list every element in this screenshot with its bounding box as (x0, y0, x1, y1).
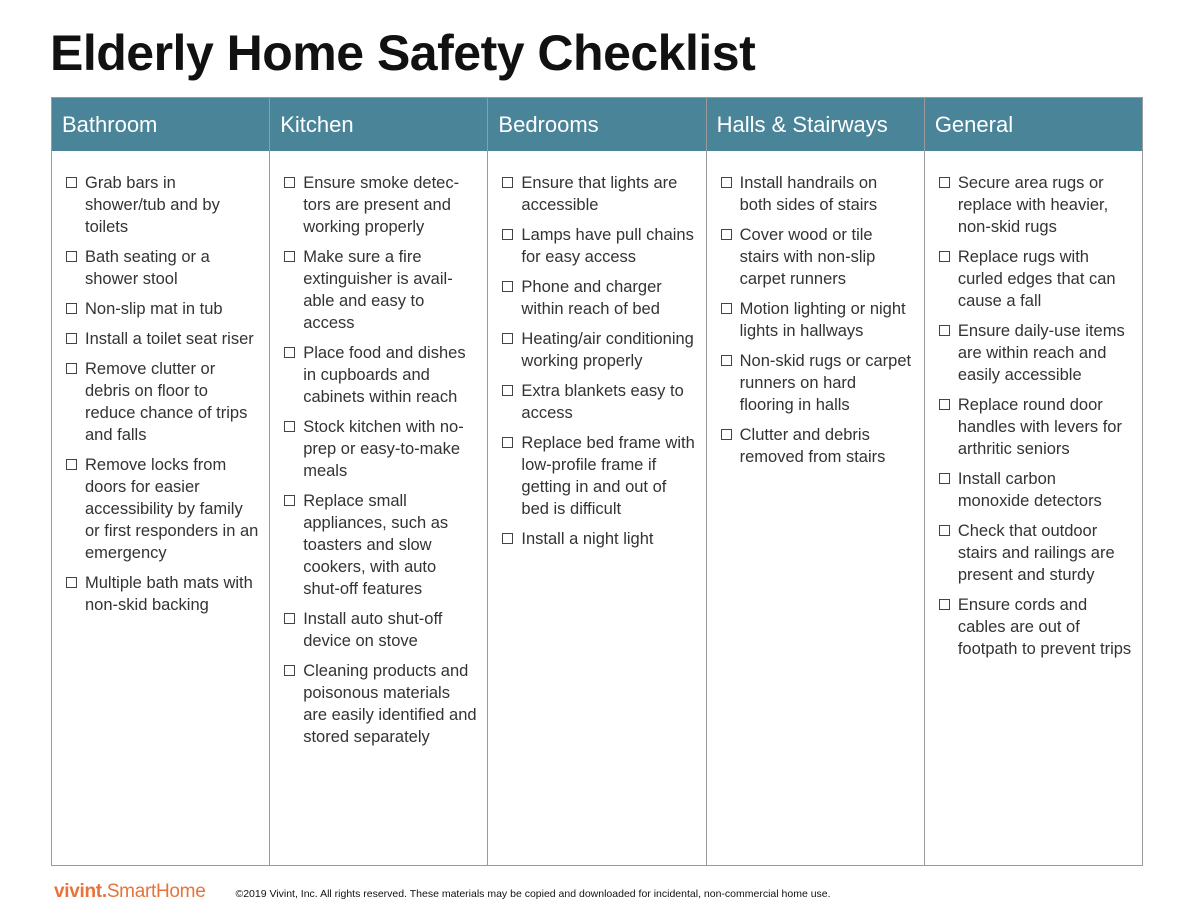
vivint-smarthome-logo (54, 881, 205, 903)
column-header: General (925, 98, 1142, 151)
checkbox-icon[interactable] (939, 325, 950, 336)
checklist-column (924, 98, 1142, 865)
checkbox-icon[interactable] (66, 459, 77, 470)
checkbox-icon[interactable] (721, 303, 732, 314)
checklist-item (66, 454, 259, 564)
checklist-item (66, 172, 259, 238)
checklist-item-label: Replace small appliances, such as toasters and slow cookers, with auto shut-off features (303, 492, 449, 598)
checklist-item (284, 490, 477, 600)
checkbox-icon[interactable] (284, 665, 295, 676)
footer (54, 881, 831, 903)
checklist-item-label: Stock kitchen with no-prep or easy-to-make meals (303, 418, 464, 480)
checkbox-icon[interactable] (66, 363, 77, 374)
checklist-item-label: Cover wood or tile stairs with non-slip carpet runners (739, 226, 876, 288)
checkbox-icon[interactable] (502, 333, 513, 344)
checklist-item (284, 172, 477, 238)
checklist-item (66, 298, 259, 320)
checkbox-icon[interactable] (721, 355, 732, 366)
checkbox-icon[interactable] (502, 437, 513, 448)
checklist-item-label: Cleaning products and poisonous materials are easily identified and stored separately (303, 662, 477, 746)
brand-secondary: SmartHome (106, 881, 206, 902)
copyright-notice: ©2019 Vivint, Inc. All rights reserved. These materials may be copied and downloaded for incidental, non-commercial home use. (235, 888, 831, 900)
checkbox-icon[interactable] (502, 281, 513, 292)
column-body (488, 151, 705, 865)
checklist-item (66, 328, 259, 350)
checklist-item-label: Check that outdoor stairs and railings are present and sturdy (957, 522, 1115, 584)
checklist-item-label: Non-skid rugs or carpet runners on hard flooring in halls (739, 352, 912, 414)
checkbox-icon[interactable] (66, 577, 77, 588)
checkbox-icon[interactable] (284, 251, 295, 262)
checklist-item-label: Place food and dishes in cupboards and cabinets within reach (303, 344, 466, 406)
checklist-item-label: Install a night light (521, 530, 654, 548)
column-header: Bedrooms (488, 98, 705, 151)
checklist-column (269, 98, 487, 865)
checklist-item-label: Extra blankets easy to access (521, 382, 684, 422)
checklist-item (939, 172, 1132, 238)
checklist-item-label: Replace bed frame with low-profile frame if getting in and out of bed is difficult (521, 434, 695, 518)
checklist-item-label: Install carbon monoxide detectors (957, 470, 1102, 510)
checklist-item (502, 432, 695, 520)
checklist-item (721, 224, 914, 290)
checklist-item (939, 320, 1132, 386)
checklist-item (502, 224, 695, 268)
checklist-item (502, 380, 695, 424)
checkbox-icon[interactable] (502, 177, 513, 188)
checkbox-icon[interactable] (939, 599, 950, 610)
checklist-item-label: Make sure a fire extinguisher is avail-able and easy to access (303, 248, 453, 332)
checkbox-icon[interactable] (939, 473, 950, 484)
checklist-item-label: Clutter and debris removed from stairs (739, 426, 886, 466)
checkbox-icon[interactable] (284, 177, 295, 188)
checkbox-icon[interactable] (66, 333, 77, 344)
checkbox-icon[interactable] (66, 177, 77, 188)
checklist-item-label: Ensure cords and cables are out of footpath to prevent trips (957, 596, 1132, 658)
checkbox-icon[interactable] (284, 613, 295, 624)
checkbox-icon[interactable] (502, 533, 513, 544)
checklist-item (284, 246, 477, 334)
checklist-item-label: Remove clutter or debris on floor to reduce chance of trips and falls (85, 360, 248, 444)
checklist-item-label: Replace rugs with curled edges that can cause a fall (957, 248, 1116, 310)
checklist-item-label: Motion lighting or night lights in hallways (739, 300, 906, 340)
checkbox-icon[interactable] (284, 421, 295, 432)
checklist-column (706, 98, 924, 865)
checklist-item-label: Install a toilet seat riser (85, 330, 254, 348)
checkbox-icon[interactable] (284, 495, 295, 506)
checklist-item-label: Install auto shut-off device on stove (303, 610, 443, 650)
checklist-item (939, 520, 1132, 586)
checklist-column (487, 98, 705, 865)
checklist-item-label: Multiple bath mats with non-skid backing (85, 574, 253, 614)
checklist-item (66, 246, 259, 290)
column-header: Kitchen (270, 98, 487, 151)
checklist-table (51, 97, 1143, 866)
checkbox-icon[interactable] (284, 347, 295, 358)
checklist-item (939, 394, 1132, 460)
column-body (925, 151, 1142, 865)
checkbox-icon[interactable] (721, 177, 732, 188)
column-body (52, 151, 269, 865)
checkbox-icon[interactable] (939, 525, 950, 536)
checklist-item-label: Ensure daily-use items are within reach and easily accessible (957, 322, 1125, 384)
column-header: Bathroom (52, 98, 269, 151)
checkbox-icon[interactable] (939, 251, 950, 262)
checklist-item (284, 342, 477, 408)
checklist-item (721, 350, 914, 416)
checklist-item (284, 416, 477, 482)
checklist-column (52, 98, 269, 865)
checklist-item (721, 298, 914, 342)
checklist-item (66, 358, 259, 446)
checklist-item (284, 608, 477, 652)
column-body (707, 151, 924, 865)
checklist-item-label: Secure area rugs or replace with heavier, non-skid rugs (957, 174, 1109, 236)
checkbox-icon[interactable] (721, 229, 732, 240)
checklist-item-label: Grab bars in shower/tub and by toilets (85, 174, 220, 236)
checklist-item (939, 594, 1132, 660)
column-header: Halls & Stairways (707, 98, 924, 151)
checklist-item-label: Ensure that lights are accessible (521, 174, 678, 214)
checklist-item-label: Bath seating or a shower stool (85, 248, 210, 288)
checklist-item (721, 424, 914, 468)
checklist-item-label: Install handrails on both sides of stairs (739, 174, 878, 214)
checklist-item (502, 172, 695, 216)
checklist-item (502, 276, 695, 320)
checklist-item (721, 172, 914, 216)
checklist-item (502, 528, 695, 550)
column-body (270, 151, 487, 865)
brand-primary: vivint. (54, 881, 107, 902)
checklist-item (66, 572, 259, 616)
checklist-item-label: Non-slip mat in tub (85, 300, 223, 318)
checkbox-icon[interactable] (502, 229, 513, 240)
checkbox-icon[interactable] (66, 303, 77, 314)
checklist-item (502, 328, 695, 372)
checklist-item-label: Phone and charger within reach of bed (521, 278, 662, 318)
checkbox-icon[interactable] (502, 385, 513, 396)
checklist-item-label: Ensure smoke detec-tors are present and working properly (303, 174, 460, 236)
checkbox-icon[interactable] (939, 177, 950, 188)
checklist-item-label: Heating/air conditioning working properly (521, 330, 694, 370)
checklist-item (939, 468, 1132, 512)
checkbox-icon[interactable] (66, 251, 77, 262)
checklist-item-label: Replace round door handles with levers for arthritic seniors (957, 396, 1122, 458)
checklist-item (939, 246, 1132, 312)
checkbox-icon[interactable] (721, 429, 732, 440)
checklist-item-label: Remove locks from doors for easier accessibility by family or first responders in an emergency (85, 456, 259, 562)
checklist-item-label: Lamps have pull chains for easy access (521, 226, 694, 266)
checklist-item (284, 660, 477, 748)
page-title: Elderly Home Safety Checklist (50, 25, 756, 81)
checkbox-icon[interactable] (939, 399, 950, 410)
